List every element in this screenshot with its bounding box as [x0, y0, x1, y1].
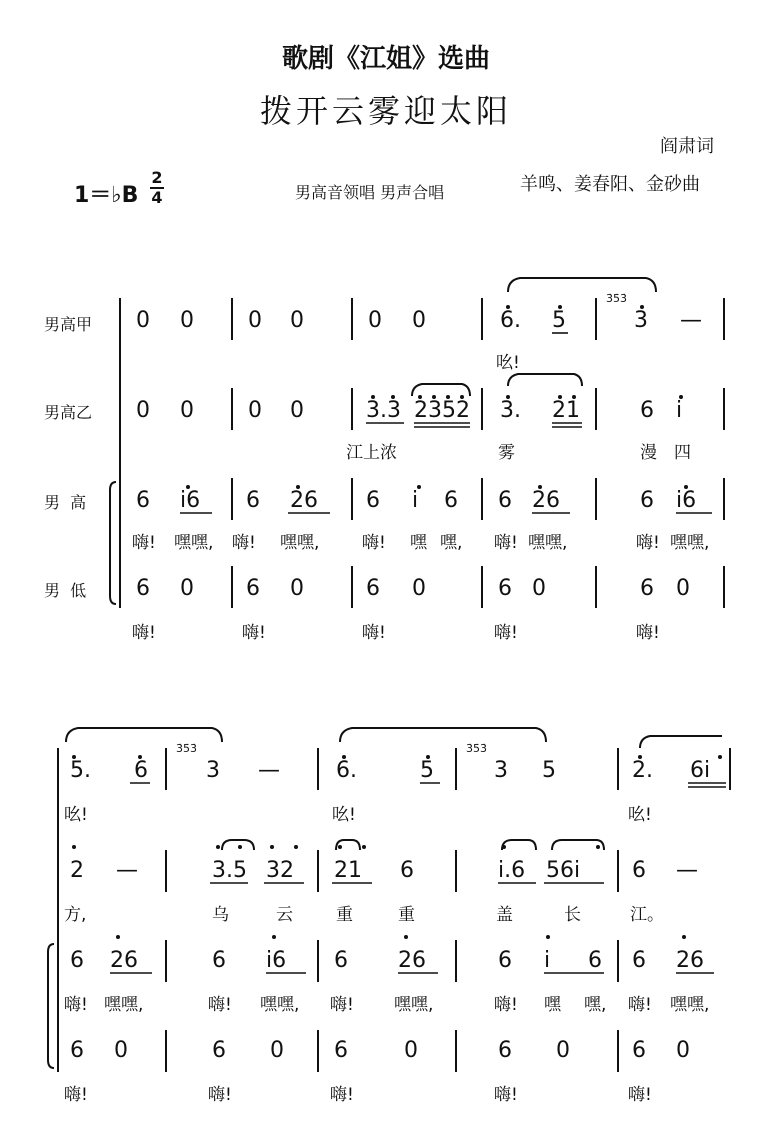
note: 6 [498, 488, 512, 513]
performance-note: 男高音领唱 男声合唱 [295, 183, 445, 202]
lyric: 江。 [630, 905, 664, 925]
grace-notes: 3̇5̇3̇ [176, 742, 197, 755]
note: 21 [334, 858, 362, 883]
note: 6 [212, 948, 226, 973]
opera-subtitle: 歌剧《江姐》选曲 [281, 44, 490, 74]
note: 0 [248, 398, 262, 423]
lyric: 盖 [496, 905, 513, 925]
part-label-tenor2: 男高乙 [44, 403, 93, 422]
note: 0 [270, 1038, 284, 1063]
note: 26 [398, 948, 426, 973]
note: 3.5 [212, 858, 247, 883]
lyric: 嗨! [494, 1085, 518, 1105]
note: 6 [498, 1038, 512, 1063]
note: 6 [640, 576, 654, 601]
note: 6 [640, 488, 654, 513]
lyric: 重 [398, 905, 415, 925]
lyric: 嘿, [584, 995, 607, 1015]
note: 6 [498, 576, 512, 601]
note: 5 [552, 308, 566, 333]
note: 32 [266, 858, 294, 883]
lyric: 漫 [640, 443, 657, 463]
note: 26 [110, 948, 138, 973]
note: 6. [336, 758, 357, 783]
lyric: 嗨! [208, 995, 232, 1015]
note: — [258, 758, 280, 783]
lyric: 嘿嘿, [670, 995, 710, 1015]
lyric: 嗨! [494, 995, 518, 1015]
note: 0 [556, 1038, 570, 1063]
note: 0 [114, 1038, 128, 1063]
note: 6 [366, 488, 380, 513]
note: 0 [412, 308, 426, 333]
note: 26 [290, 488, 318, 513]
lyric: 嗨! [232, 533, 256, 553]
part-label-tenor-chorus: 男 高 [44, 493, 87, 512]
note: 0 [248, 308, 262, 333]
lyric: 嘿, [440, 533, 463, 553]
lyric: 嗨! [494, 533, 518, 553]
lyric: 嗨! [208, 1085, 232, 1105]
note: 56i [546, 858, 581, 883]
note: 6 [70, 948, 84, 973]
note: 0 [180, 576, 194, 601]
note: 6 [366, 576, 380, 601]
note: 0 [404, 1038, 418, 1063]
lyric: 嘿嘿, [528, 533, 568, 553]
lyric: 雾 [498, 443, 515, 463]
note: i6 [266, 948, 287, 973]
lyric: 嘿 [410, 533, 427, 553]
note: 6 [632, 948, 646, 973]
grace-notes: 3̇5̇3̇ [466, 742, 487, 755]
note: 2. [632, 758, 653, 783]
note: i6 [180, 488, 201, 513]
lyric: 嘿嘿, [104, 995, 144, 1015]
lyric: 嗨! [636, 533, 660, 553]
note: 5 [542, 758, 556, 783]
lyric: 嘿嘿, [670, 533, 710, 553]
note: 0 [136, 308, 150, 333]
note: — [676, 858, 698, 883]
note: 0 [532, 576, 546, 601]
note: 6i [690, 758, 711, 783]
note: 0 [368, 308, 382, 333]
part-label-tenor1: 男高甲 [44, 315, 93, 334]
note: 6. [500, 308, 521, 333]
lyric: 嗨! [628, 995, 652, 1015]
note: 0 [136, 398, 150, 423]
note: 3. [500, 398, 521, 423]
note: 6 [334, 1038, 348, 1063]
lyric: 嗨! [362, 623, 386, 643]
lyric: 嗨! [494, 623, 518, 643]
lyric: 长 [564, 905, 581, 925]
note: — [680, 308, 702, 333]
note: 6 [134, 758, 148, 783]
note: 0 [412, 576, 426, 601]
lyric: 嗨! [636, 623, 660, 643]
note: 6 [632, 858, 646, 883]
lyric: 吆! [332, 805, 356, 825]
note: 26 [676, 948, 704, 973]
lyric: 吆! [628, 805, 652, 825]
note: 0 [290, 576, 304, 601]
lyric: 吆! [64, 805, 88, 825]
lyric: 嘿嘿, [280, 533, 320, 553]
lyric: 四 [674, 443, 691, 463]
note: 6 [70, 1038, 84, 1063]
note: 3 [634, 308, 648, 333]
lyric: 嗨! [132, 533, 156, 553]
note: 6 [588, 948, 602, 973]
note: 6 [136, 576, 150, 601]
lyric: 嗨! [330, 1085, 354, 1105]
note: 6 [246, 488, 260, 513]
note: — [116, 858, 138, 883]
note: 0 [676, 1038, 690, 1063]
note: 6 [136, 488, 150, 513]
note: i [676, 398, 683, 423]
lyric: 江上浓 [346, 443, 397, 463]
note: 6 [498, 948, 512, 973]
note: 0 [180, 308, 194, 333]
lyric: 嗨! [64, 995, 88, 1015]
lyric: 嗨! [64, 1085, 88, 1105]
note: 6 [632, 1038, 646, 1063]
note: 0 [290, 398, 304, 423]
note: 21 [552, 398, 580, 423]
lyric: 嘿嘿, [394, 995, 434, 1015]
note: 6 [334, 948, 348, 973]
note: 3.3 [366, 398, 401, 423]
note: i [544, 948, 551, 973]
note: 6 [212, 1038, 226, 1063]
note: 2 [70, 858, 84, 883]
note: 5. [70, 758, 91, 783]
song-title: 拨开云雾迎太阳 [259, 92, 512, 130]
composer-credit: 羊鸣、姜春阳、金砂曲 [520, 174, 700, 195]
note: 3 [494, 758, 508, 783]
note: 6 [246, 576, 260, 601]
grace-notes: 3̇5̇3̇ [606, 292, 627, 305]
lyric: 重 [336, 905, 353, 925]
note: i.6 [498, 858, 526, 883]
lyric: 嘿嘿, [260, 995, 300, 1015]
lyricist-credit: 阎肃词 [660, 136, 714, 157]
lyric: 嗨! [132, 623, 156, 643]
note: 0 [290, 308, 304, 333]
lyric: 嗨! [362, 533, 386, 553]
lyric: 方, [64, 905, 87, 925]
time-denominator: 4 [151, 188, 163, 207]
lyric: 嗨! [242, 623, 266, 643]
note: 6 [400, 858, 414, 883]
lyric: 云 [276, 905, 293, 925]
lyric: 乌 [212, 905, 229, 925]
note: 3 [206, 758, 220, 783]
time-numerator: 2 [151, 168, 163, 187]
note: 26 [532, 488, 560, 513]
note: 0 [180, 398, 194, 423]
lyric: 吆! [496, 353, 520, 373]
note: i6 [676, 488, 697, 513]
lyric: 嘿 [544, 995, 561, 1015]
note: 2352 [414, 398, 470, 423]
note: 5 [420, 758, 434, 783]
lyric: 嗨! [330, 995, 354, 1015]
lyric: 嘿嘿, [174, 533, 214, 553]
note: 6 [444, 488, 458, 513]
note: 6 [640, 398, 654, 423]
note: i [412, 488, 419, 513]
lyric: 嗨! [628, 1085, 652, 1105]
note: 0 [676, 576, 690, 601]
key-signature: 1＝♭B [74, 183, 139, 208]
part-label-bass-chorus: 男 低 [44, 581, 87, 600]
